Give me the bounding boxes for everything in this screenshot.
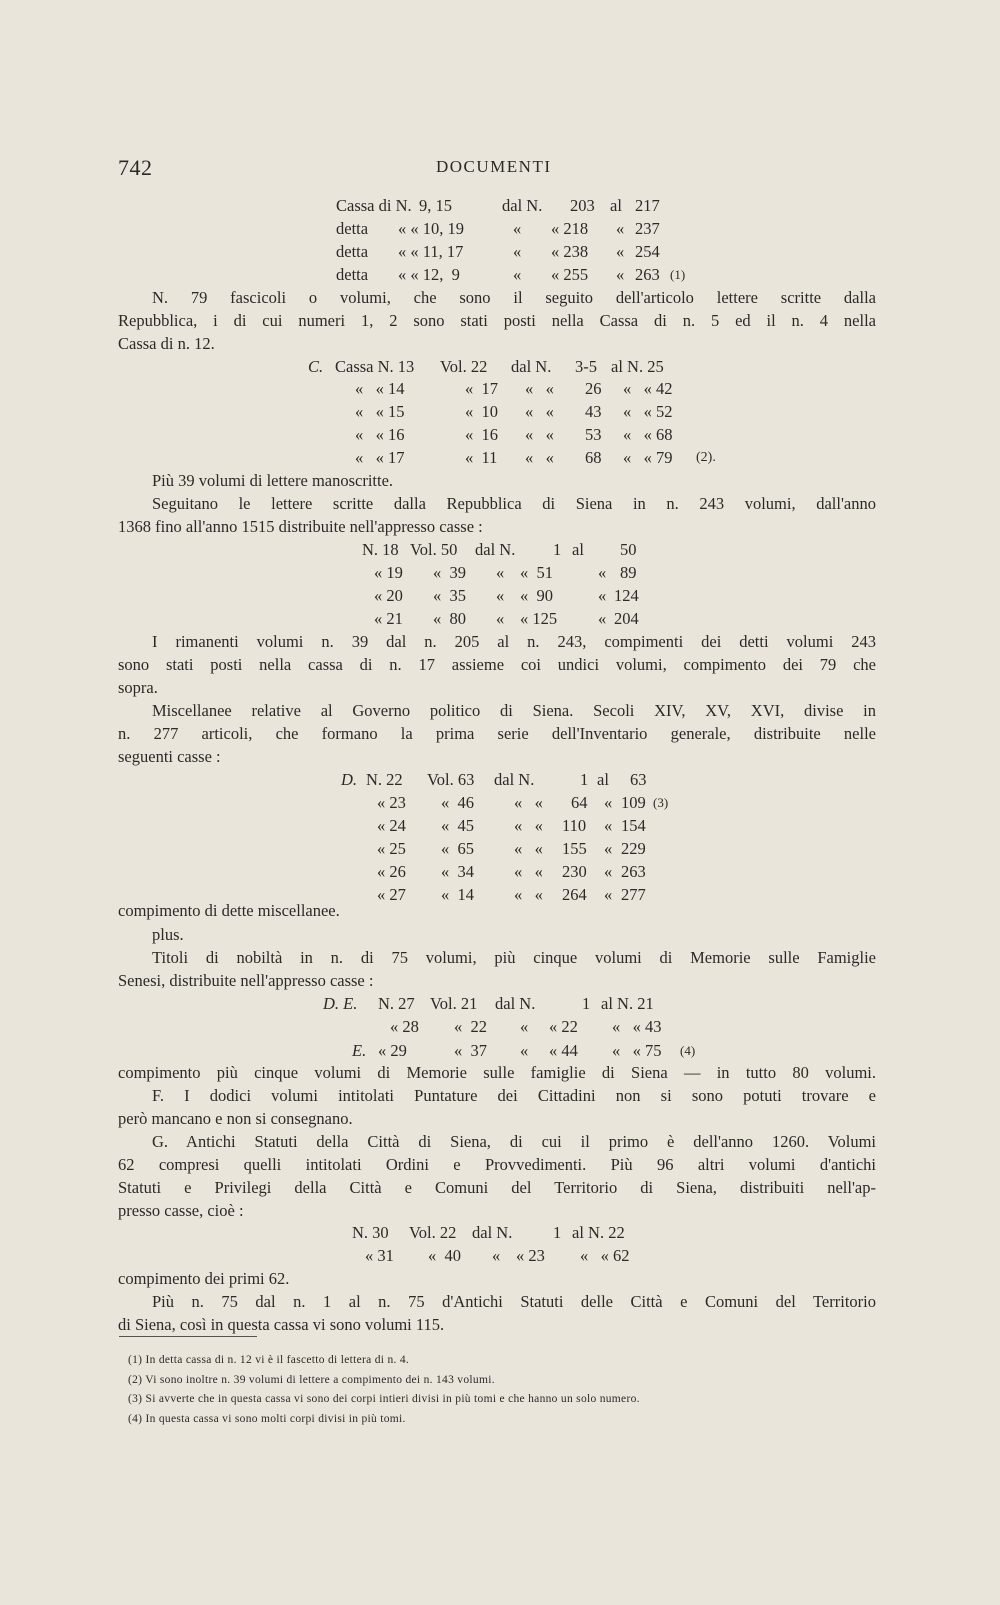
paragraph-line: compimento dei primi 62.: [118, 1269, 290, 1288]
paragraph-line: presso casse, cioè :: [118, 1201, 244, 1220]
footnote: (2) Vi sono inoltre n. 39 volumi di lettere a compimento dei n. 143 volumi.: [128, 1374, 495, 1386]
paragraph-line: plus.: [152, 925, 184, 944]
footnote: (4) In questa cassa vi sono molti corpi divisi in più tomi.: [128, 1413, 406, 1425]
paragraph-line: I rimanenti volumi n. 39 dal n. 205 al n. 243, compimenti dei detti volumi 243: [152, 632, 876, 651]
footnote: (1) In detta cassa di n. 12 vi è il fascetto di lettera di n. 4.: [128, 1354, 410, 1366]
paragraph-line: N. 79 fascicoli o volumi, che sono il seguito dell'articolo lettere scritte dalla: [152, 288, 876, 307]
paragraph-line: sopra.: [118, 678, 158, 697]
paragraph-line: sono stati posti nella cassa di n. 17 assieme coi undici volumi, compimento dei 79 che: [118, 655, 876, 674]
footnote-ref: (3): [653, 795, 669, 810]
paragraph-line: Statuti e Privilegi della Città e Comuni del Territorio di Siena, distribuiti nell'ap-: [118, 1178, 876, 1197]
footnote-divider: [119, 1336, 257, 1337]
paragraph-line: compimento di dette miscellanee.: [118, 901, 340, 920]
paragraph-line: F. I dodici volumi intitolati Puntature dei Cittadini non si sono potuti trovare e: [152, 1086, 876, 1105]
paragraph-line: G. Antichi Statuti della Città di Siena, di cui il primo è dell'anno 1260. Volumi: [152, 1132, 876, 1151]
paragraph-line: Cassa di n. 12.: [118, 334, 215, 353]
footnote-ref: (2).: [696, 450, 716, 465]
paragraph-line: Repubblica, i di cui numeri 1, 2 sono stati posti nella Cassa di n. 5 ed il n. 4 nella: [118, 311, 876, 330]
paragraph-line: seguenti casse :: [118, 747, 221, 766]
paragraph-line: però mancano e non si consegnano.: [118, 1109, 353, 1128]
page-number: 742: [118, 155, 153, 180]
paragraph-line: Miscellanee relative al Governo politico di Siena. Secoli XIV, XV, XVI, divise in: [152, 701, 876, 720]
footnote-ref: (4): [680, 1043, 696, 1058]
footnote: (3) Si avverte che in questa cassa vi sono dei corpi intieri divisi in più tomi e che hanno un solo numero.: [128, 1393, 640, 1405]
paragraph-line: n. 277 articoli, che formano la prima serie dell'Inventario generale, distribuite nelle: [118, 724, 876, 743]
paragraph-line: di Siena, così in questa cassa vi sono volumi 115.: [118, 1315, 445, 1334]
paragraph-line: compimento più cinque volumi di Memorie sulle famiglie di Siena — in tutto 80 volumi.: [118, 1063, 876, 1082]
paragraph-line: Senesi, distribuite nell'appresso casse :: [118, 971, 374, 990]
paragraph-line: Più 39 volumi di lettere manoscritte.: [152, 471, 394, 490]
footnote-ref: (1): [670, 267, 686, 282]
paragraph-line: 1368 fino all'anno 1515 distribuite nell'appresso casse :: [118, 517, 483, 536]
running-head: DOCUMENTI: [436, 157, 552, 176]
paragraph-line: Titoli di nobiltà in n. di 75 volumi, più cinque volumi di Memorie sulle Famiglie: [152, 948, 876, 967]
paragraph-line: Seguitano le lettere scritte dalla Repubblica di Siena in n. 243 volumi, dall'anno: [152, 494, 876, 513]
paragraph-line: Più n. 75 dal n. 1 al n. 75 d'Antichi Statuti delle Città e Comuni del Territorio: [152, 1292, 876, 1311]
document-page: 742 DOCUMENTI Cassa di N. 9, 15 dal N. 203 al 217 detta « « 10, 19 « « 218 « 237 detta « « 11, 17 « « 238 « 254 detta « « 12, 9 « « 255 « 263 (1) N. 79 fascicoli o volumi, che sono il seguito dell'articolo lettere scritte dalla Repubblica, i di cui numeri 1, 2 sono stati posti nella Cassa di n. 5 ed il n. 4 nella Cassa di n. 12. C. Cassa N. 13 Vol. 22 dal N. 3-5 al N. 25 « « 14 « 17 « « 26 « « 42 « « 15 « 10 « « 43 « « 52 « « 16 « 16 « « 53 « « 68 « « 17 « 11 « « 68 « « 79 (2). Più 39 volumi di lettere manoscritte. Seguitano le lettere scritte dalla Repubblica di Siena in n. 243 volumi, dall'anno 1368 fino all'anno 1515 distribuite nell'appresso casse : N. 18 Vol. 50 dal N. 1 al 50 « 19 « 39 « « 51 « 89 « 20 « 35 « « 90 « 124 « 21 « 80 « « 125 « 204 I rimanenti volumi n. 39 dal n. 205 al n. 243, compimenti dei detti volumi 243 sono stati posti nella cassa di n. 17 assieme coi undici volumi, compimento dei 79 che sopra. Miscellanee relative al Governo politico di Siena. Secoli XIV, XV, XVI, divise in n. 277 articoli, che formano la prima serie dell'Inventario generale, distribuite nelle seguenti casse : D. N. 22 Vol. 63 dal N. 1 al 63 « 23 « 46 « « 64 « 109 (3) « 24 « 45 « « 110 « 154 « 25 « 65 « « 155 « 229 « 26 « 34 « « 230 « 263 « 27 « 14 « « 264 « 277 compimento di dette miscellanee. plus. Titoli di nobiltà in n. di 75 volumi, più cinque volumi di Memorie sulle Famiglie Senesi, distribuite nell'appresso casse : D. E. N. 27 Vol. 21 dal N. 1 al N. 21 « 28 « 22 « « 22 « « 43 E. « 29 « 37 « « 44 « « 75 (4) compimento più cinque volumi di Memorie sulle famiglie di Siena — in tutto 80 volumi. F. I dodici volumi intitolati Puntature dei Cittadini non si sono potuti trovare e però mancano e non si consegnano. G. Antichi Statuti della Città di Siena, di cui il primo è dell'anno 1260. Volumi 62 compresi quelli intitolati Ordini e Provvedimenti. Più 96 altri volumi d'antichi Statuti e Privilegi della Città e Comuni del Territorio di Siena, distribuiti nell'ap- presso casse, cioè : N. 30 Vol. 22 dal N. 1 al N. 22 « 31 « 40 « « 23 « « 62 compimento dei primi 62. Più n. 75 dal n. 1 al n. 75 d'Antichi Statuti delle Città e Comuni del Territorio di Siena, così in questa cassa vi sono volumi 115. (1) In detta cassa di n. 12 vi è il fascetto di lettera di n. 4. (2) Vi sono inoltre n. 39 volumi di lettere a compimento dei n. 143 volumi. (3) Si avverte che in questa cassa vi sono dei corpi intieri divisi in più tomi e che hanno un solo numero. (4) In questa cassa vi sono molti corpi divisi in più tomi.: [0, 0, 1000, 1605]
paragraph-line: 62 compresi quelli intitolati Ordini e Provvedimenti. Più 96 altri volumi d'antichi: [118, 1155, 876, 1174]
